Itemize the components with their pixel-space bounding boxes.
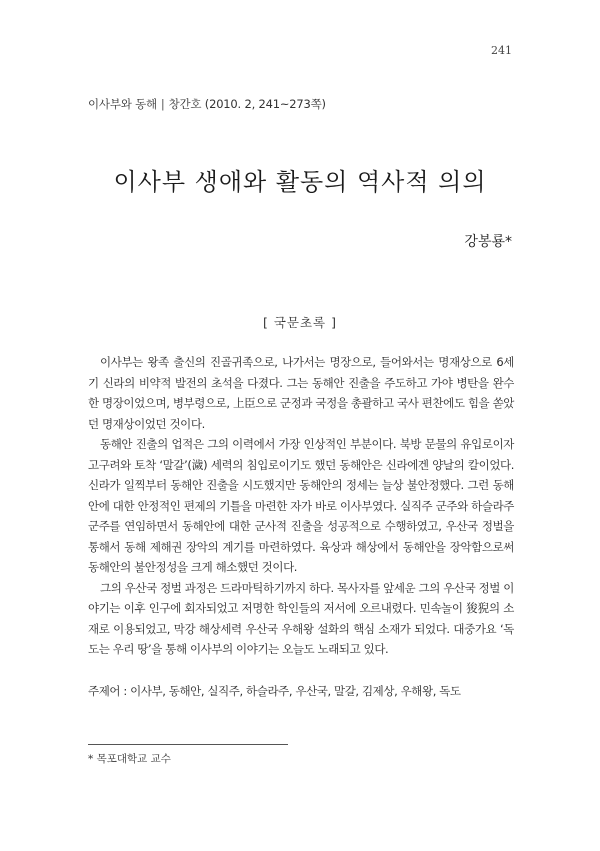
- journal-issue: 창간호 (2010. 2, 241~273쪽): [168, 97, 326, 111]
- abstract-paragraph-1: 이사부는 왕족 출신의 진골귀족으로, 나가서는 명장으로, 들어와서는 명재상으로 6세기 신라의 비약적 발전의 초석을 다졌다. 그는 동해안 진출을 주도하고 가야 병탄을 완수한 명장이었으며, 병부령으로, 上臣으로 군정과 국정을 총괄하고 국사 편찬에도 힘을 쏟았던 명재상이었던 것이다.: [88, 355, 514, 431]
- keywords-line: 주제어 : 이사부, 동해안, 실직주, 하슬라주, 우산국, 말갈, 김제상, 우해왕, 독도: [88, 684, 461, 698]
- journal-header: [88, 96, 326, 112]
- journal-separator: |: [160, 97, 165, 111]
- article-title: 이사부 생애와 활동의 역사적 의의: [113, 168, 487, 196]
- journal-name: 이사부와 동해: [88, 97, 157, 111]
- footnote-divider: [88, 744, 288, 745]
- page-number: 241: [491, 44, 512, 57]
- abstract-body: [88, 352, 514, 660]
- abstract-heading: [ 국문초록 ]: [262, 315, 337, 330]
- author-footnote: * 목포대학교 교수: [88, 753, 171, 765]
- abstract-paragraph-3: 그의 우산국 정벌 과정은 드라마틱하기까지 하다. 목사자를 앞세운 그의 우산국 정벌 이야기는 이후 인구에 회자되었고 저명한 학인들의 저서에 오르내렸다. 민속놀이 狻猊의 소재로 이용되었고, 막강 해상세력 우산국 우해왕 설화의 핵심 소재가 되었다. 대중가요 ‘독도는 우리 땅’을 통해 이사부의 이야기는 오늘도 노래되고 있다.: [88, 580, 514, 656]
- abstract-paragraph-2: 동해안 진출의 업적은 그의 이력에서 가장 인상적인 부분이다. 북방 문물의 유입로이자 고구려와 토착 ‘말갈’(濊) 세력의 침입로이기도 했던 동해안은 신라에겐 양날의 칼이었다. 신라가 일찍부터 동해안 진출을 시도했지만 동해안의 정세는 늘상 불안정했다. 그런 동해안에 대한 안정적인 편제의 기틀을 마련한 자가 바로 이사부였다. 실직주 군주와 하슬라주 군주를 연임하면서 동해안에 대한 군사적 진출을 성공적으로 수행하였고, 우산국 정벌을 통해서 동해 제해권 장악의 계기를 마련하였다. 육상과 해상에서 동해안을 장악함으로써 동해안의 불안정성을 크게 해소했던 것이다.: [88, 437, 514, 574]
- article-author: 강봉룡*: [464, 234, 512, 250]
